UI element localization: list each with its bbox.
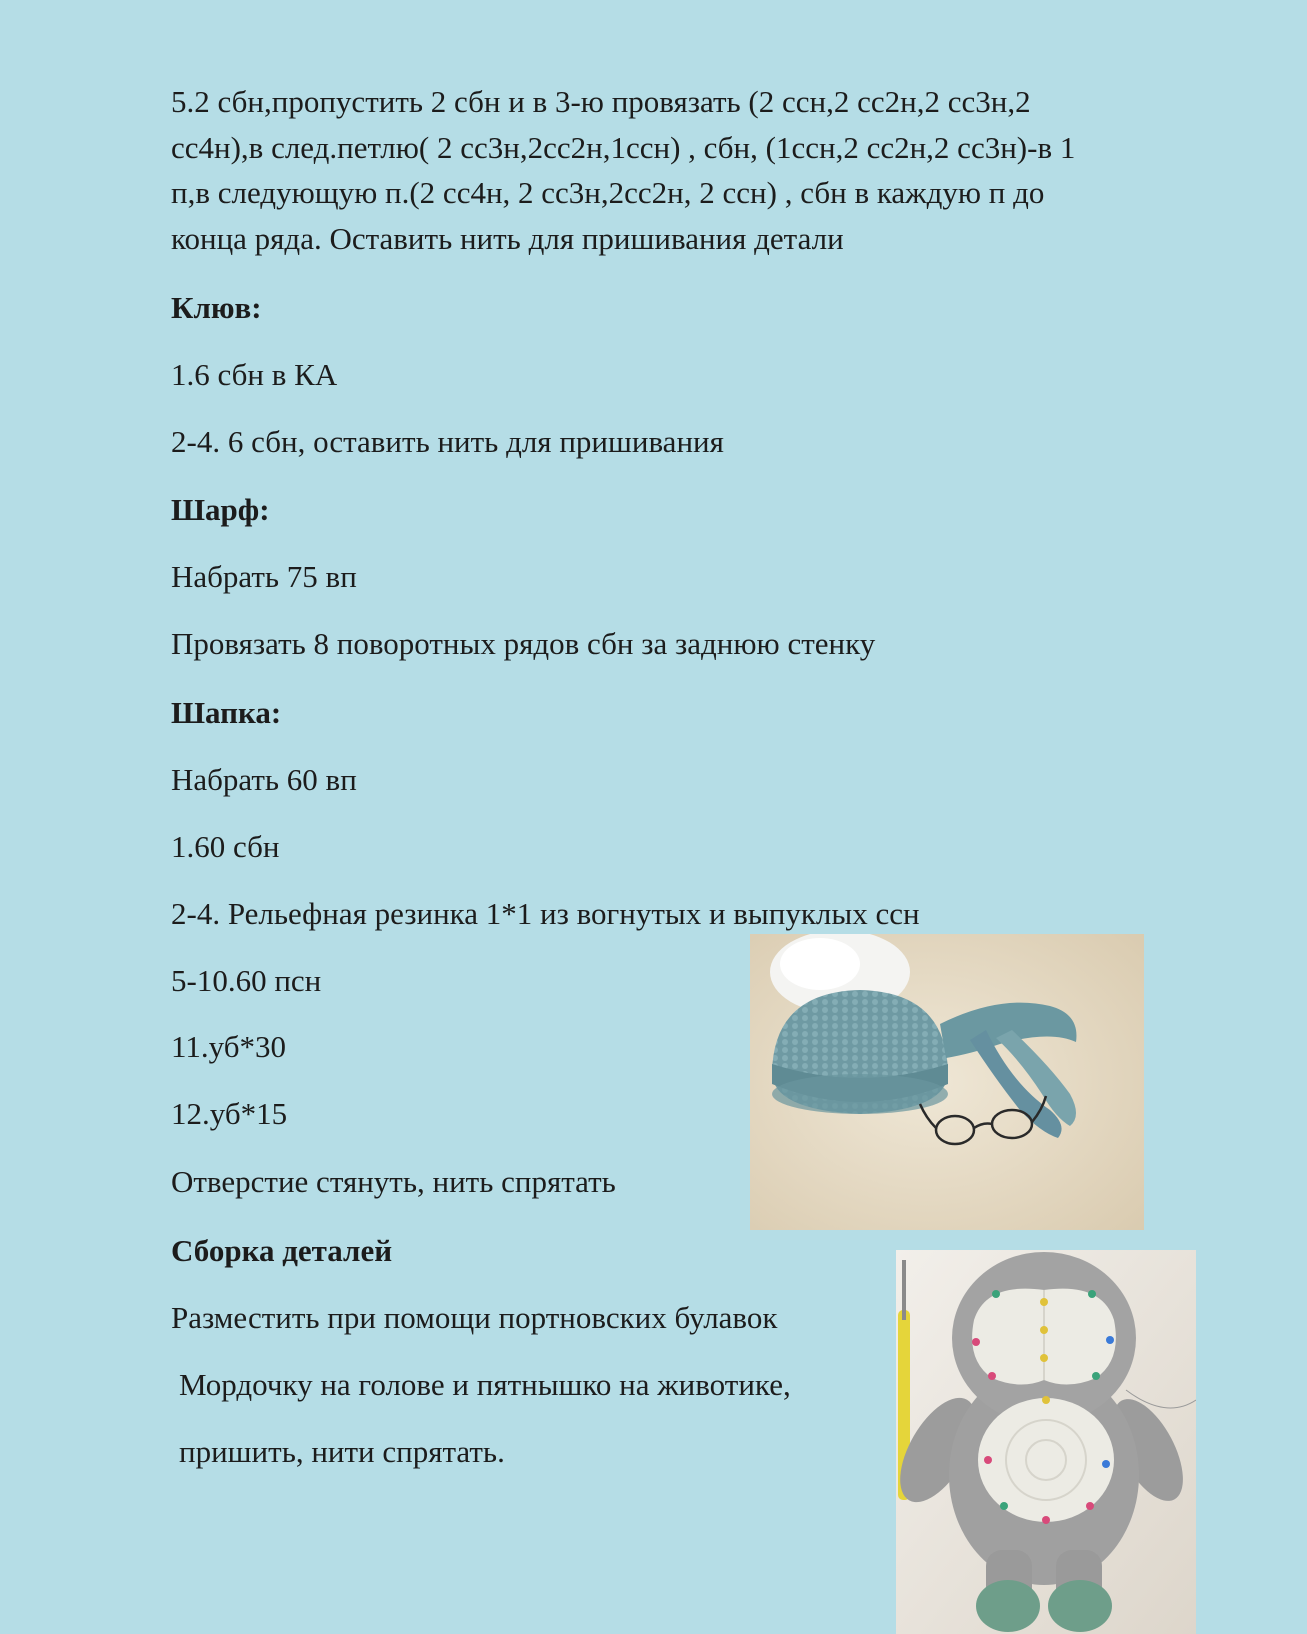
hat-step-2: 1.60 сбн — [171, 829, 280, 864]
hat-step-1: Набрать 60 вп — [171, 762, 357, 797]
beak-step-2: 2-4. 6 сбн, оставить нить для пришивания — [171, 424, 724, 459]
hat-step-3: 2-4. Рельефная резинка 1*1 из вогнутых и выпуклых ссн — [171, 896, 920, 931]
row5-line-4: конца ряда. Оставить нить для пришивания детали — [171, 221, 844, 256]
beak-heading: Клюв: — [171, 290, 262, 325]
assembly-heading: Сборка деталей — [171, 1233, 393, 1268]
row5-line-3: п,в следующую п.(2 сс4н, 2 сс3н,2сс2н, 2 ссн) , сбн в каждую п до — [171, 175, 1045, 210]
assembly-step-2: Мордочку на голове и пятнышко на животике, — [179, 1367, 791, 1402]
scarf-heading: Шарф: — [171, 492, 270, 527]
scarf-step-2: Провязать 8 поворотных рядов сбн за заднюю стенку — [171, 626, 876, 661]
scarf-step-1: Набрать 75 вп — [171, 559, 357, 594]
hat-scarf-glasses-photo — [750, 934, 1144, 1230]
hat-step-7: Отверстие стянуть, нить спрятать — [171, 1164, 616, 1199]
assembly-step-3: пришить, нити спрятать. — [179, 1434, 505, 1469]
beak-step-1: 1.6 сбн в КА — [171, 357, 338, 392]
hat-step-6: 12.уб*15 — [171, 1096, 288, 1131]
row5-line-1: 5.2 сбн,пропустить 2 сбн и в 3-ю провязать (2 ссн,2 сс2н,2 сс3н,2 — [171, 84, 1031, 119]
hat-step-5: 11.уб*30 — [171, 1029, 286, 1064]
hat-step-4: 5-10.60 псн — [171, 963, 322, 998]
row5-line-2: сс4н),в след.петлю( 2 сс3н,2сс2н,1ссн) , сбн, (1ссн,2 сс2н,2 сс3н)-в 1 — [171, 130, 1076, 165]
assembly-step-1: Разместить при помощи портновских булавок — [171, 1300, 778, 1335]
hat-heading: Шапка: — [171, 695, 282, 730]
penguin-assembly-photo — [896, 1250, 1196, 1634]
